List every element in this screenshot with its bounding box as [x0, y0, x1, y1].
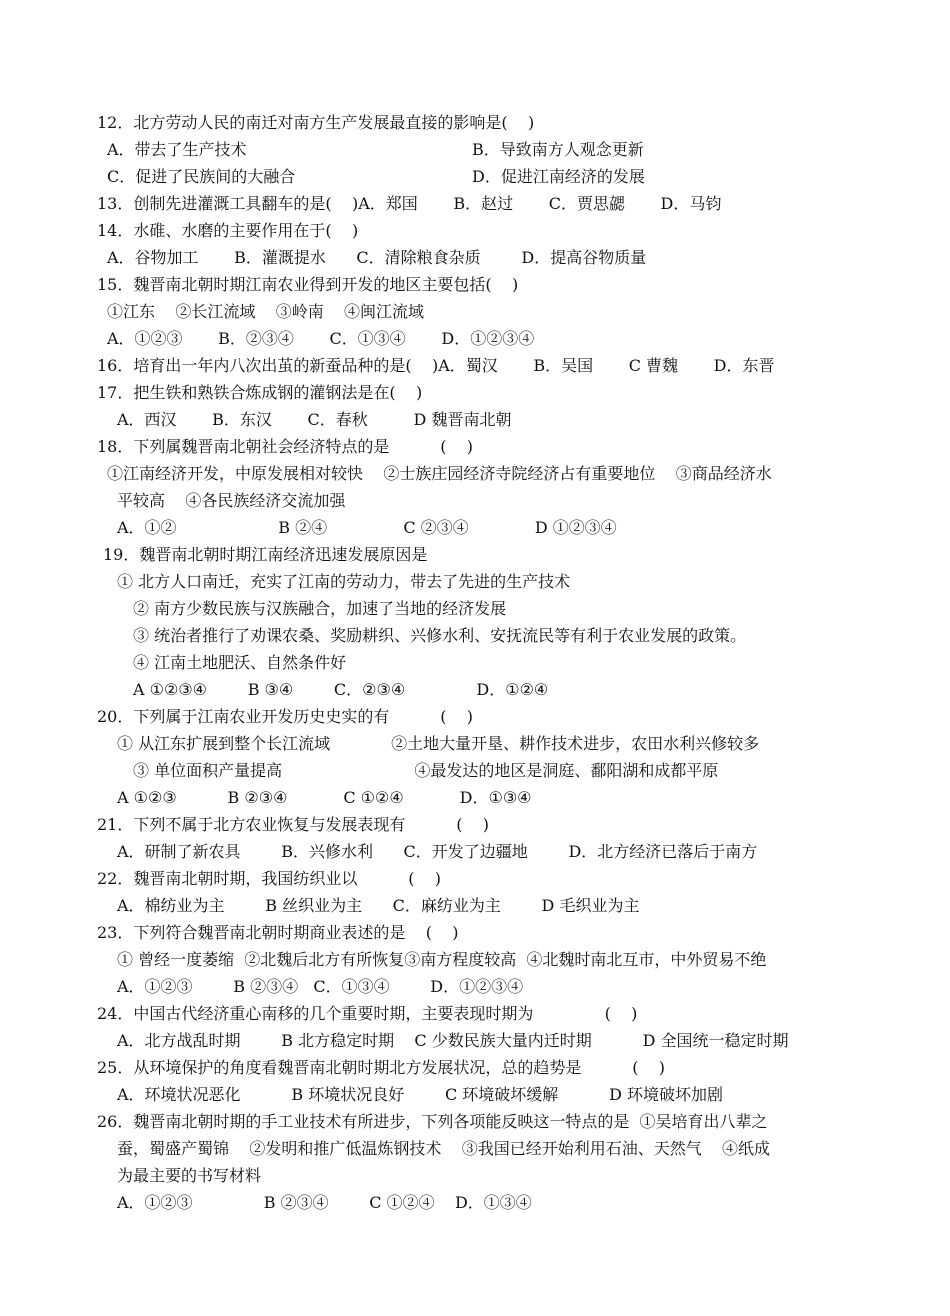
items-15: ①江东 ②长江流域 ③岭南 ④闽江流域: [107, 302, 425, 321]
options-15: A．①②③ B．②③④ C．①③④ D．①②③④: [107, 329, 535, 348]
question-16: 16．培育出一年内八次出茧的新蚕品种的是( )A．蜀汉 B．吴国 C 曹魏 D．东晋: [97, 356, 775, 375]
question-13: 13．创制先进灌溉工具翻车的是( )A．郑国 B．赵过 C．贾思勰 D．马钧: [97, 194, 722, 213]
items-20-line2: ③ 单位面积产量提高 ④最发达的地区是洞庭、鄱阳湖和成都平原: [133, 761, 719, 780]
option-a: A．带去了生产技术: [107, 140, 247, 159]
question-15: 15．魏晋南北朝时期江南农业得到开发的地区主要包括( ): [97, 275, 519, 294]
question-26-line1: 26．魏晋南北朝时期的手工业技术有所进步，下列各项能反映这一特点的是 ①吴培育出八辈之: [97, 1112, 768, 1131]
question-20: 20．下列属于江南农业开发历史史实的有 ( ): [97, 707, 474, 726]
options-26: A．①②③ B ②③④ C ①②④ D．①③④: [117, 1193, 532, 1212]
items-20-line1: ① 从江东扩展到整个长江流域 ②土地大量开垦、耕作技术进步，农田水利兴修较多: [117, 734, 760, 753]
items-23: ① 曾经一度萎缩 ②北魏后北方有所恢复③南方程度较高 ④北魏时南北互市，中外贸易不绝: [117, 950, 767, 969]
question-23: 23．下列符合魏晋南北朝时期商业表述的是 ( ): [97, 923, 459, 942]
question-22: 22．魏晋南北朝时期，我国纺织业以 ( ): [97, 869, 442, 888]
options-25: A．环境状况恶化 B 环境状况良好 C 环境破坏缓解 D 环境破坏加剧: [117, 1085, 724, 1104]
options-24: A．北方战乱时期 B 北方稳定时期 C 少数民族大量内迁时期 D 全国统一稳定时期: [117, 1031, 789, 1050]
question-21: 21．下列不属于北方农业恢复与发展表现有 ( ): [97, 815, 490, 834]
question-12: 12．北方劳动人民的南迁对南方生产发展最直接的影响是( ): [97, 113, 535, 132]
options-22: A．棉纺业为主 B 丝织业为主 C．麻纺业为主 D 毛织业为主: [117, 896, 640, 915]
options-23: A．①②③ B ②③④ C．①③④ D．①②③④: [117, 977, 524, 996]
options-18: A．①② B ②④ C ②③④ D ①②③④: [117, 518, 617, 537]
items-18-line2: 平较高 ④各民族经济交流加强: [117, 491, 346, 510]
option-b: B．导致南方人观念更新: [472, 140, 644, 159]
items-18-line1: ①江南经济开发，中原发展相对较快 ②士族庄园经济寺院经济占有重要地位 ③商品经济水: [107, 464, 772, 483]
question-24: 24．中国古代经济重心南移的几个重要时期，主要表现时期为 ( ): [97, 1004, 638, 1023]
option-c: C．促进了民族间的大融合: [107, 167, 296, 186]
option-d: D．促进江南经济的发展: [472, 167, 645, 186]
question-17: 17．把生铁和熟铁合炼成钢的灌钢法是在( ): [97, 383, 423, 402]
question-18: 18．下列属魏晋南北朝社会经济特点的是 ( ): [97, 437, 474, 456]
question-25: 25．从环境保护的角度看魏晋南北朝时期北方发展状况，总的趋势是 ( ): [97, 1058, 666, 1077]
options-17: A．西汉 B．东汉 C．春秋 D 魏晋南北朝: [117, 410, 512, 429]
question-14: 14．水碓、水磨的主要作用在于( ): [97, 221, 359, 240]
item-19-1: ① 北方人口南迁，充实了江南的劳动力，带去了先进的生产技术: [117, 572, 571, 591]
item-19-3: ③ 统治者推行了劝课农桑、奖励耕织、兴修水利、安抚流民等有利于农业发展的政策。: [133, 626, 747, 645]
item-19-2: ② 南方少数民族与汉族融合，加速了当地的经济发展: [133, 599, 507, 618]
item-19-4: ④ 江南土地肥沃、自然条件好: [133, 653, 347, 672]
question-26-line2: 蚕，蜀盛产蜀锦 ②发明和推广低温炼钢技术 ③我国已经开始利用石油、天然气 ④纸成: [117, 1139, 771, 1158]
question-19: 19．魏晋南北朝时期江南经济迅速发展原因是: [103, 545, 428, 564]
options-20: A ①②③ B ②③④ C ①②④ D．①③④: [117, 788, 532, 807]
options-14: A．谷物加工 B．灌溉提水 C．清除粮食杂质 D．提高谷物质量: [107, 248, 647, 267]
question-26-line3: 为最主要的书写材料: [117, 1166, 262, 1185]
options-19: A ①②③④ B ③④ C．②③④ D．①②④: [133, 680, 549, 699]
options-21: A．研制了新农具 B．兴修水利 C．开发了边疆地 D．北方经济已落后于南方: [117, 842, 758, 861]
